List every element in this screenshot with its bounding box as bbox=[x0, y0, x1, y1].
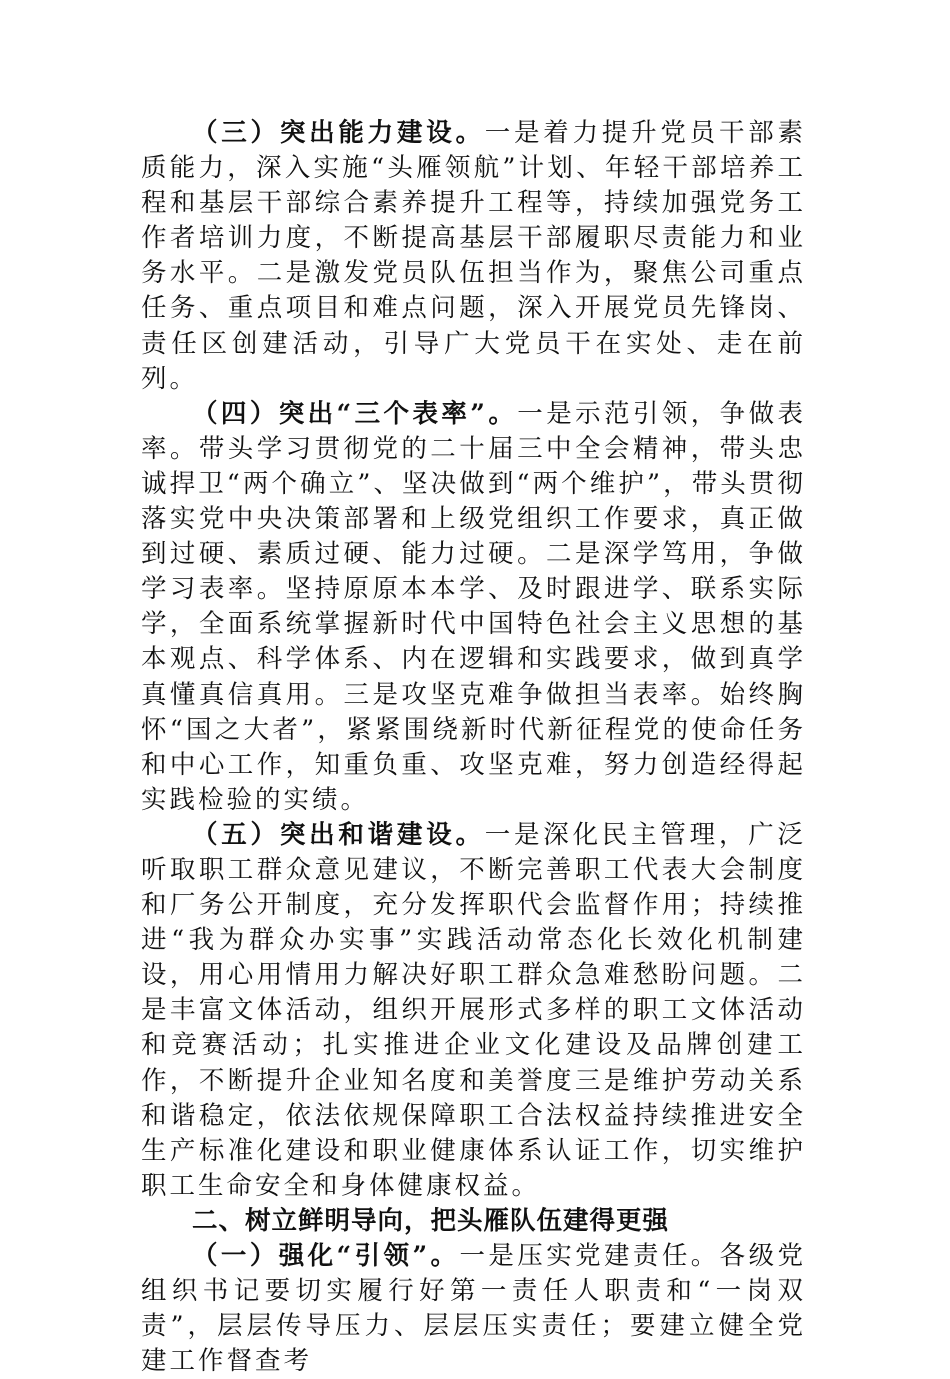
paragraph-text: 一是压实党建责任。各级党组织书记要切实履行好第一责任人职责和“一岗双责”，层层传导压力、层层压实责任；要建立健全党建工作督查考 bbox=[141, 1241, 806, 1377]
paragraph-lead: （四）突出“三个表率”。 bbox=[192, 398, 518, 429]
paragraph-three-exemplars bbox=[141, 397, 806, 818]
paragraph-text: 一是着力提升党员干部素质能力，深入实施“头雁领航”计划、年轻干部培养工程和基层干部综合素养提升工程等，持续加强党务工作者培训力度，不断提高基层干部履职尽责能力和业务水平。二是激发党员队伍担当作为，聚焦公司重点任务、重点项目和难点问题，深入开展党员先锋岗、责任区创建活动，引导广大党员干在实处、走在前列。 bbox=[141, 118, 806, 394]
paragraph-text: 一是深化民主管理，广泛听取职工群众意见建议，不断完善职工代表大会制度和厂务公开制度，充分发挥职代会监督作用；持续推进“我为群众办实事”实践活动常态化长效化机制建设，用心用情用力解决好职工群众急难愁盼问题。二是丰富文体活动，组织开展形式多样的职工文体活动和竞赛活动；扎实推进企业文化建设及品牌创建工作，不断提升企业知名度和美誉度三是维护劳动关系和谐稳定，依法依规保障职工合法权益持续推进安全生产标准化建设和职业健康体系认证工作，切实维护职工生命安全和身体健康权益。 bbox=[141, 819, 806, 1201]
paragraph-lead: （一）强化“引领”。 bbox=[192, 1241, 460, 1271]
paragraph-strengthen-leading bbox=[141, 1239, 806, 1379]
paragraph-text: 一是示范引领，争做表率。带头学习贯彻党的二十届三中全会精神，带头忠诚捍卫“两个确立”、坚决做到“两个维护”，带头贯彻落实党中央决策部署和上级党组织工作要求，真正做到过硬、素质过硬、能力过硬。二是深学笃用，争做学习表率。坚持原原本本学、及时跟进学、联系实际学，全面系统掌握新时代中国特色社会主义思想的基本观点、科学体系、内在逻辑和实践要求，做到真学真懂真信真用。三是攻坚克难争做担当表率。始终胸怀“国之大者”，紧紧围绕新时代新征程党的使命任务和中心工作，知重负重、攻坚克难，努力创造经得起实践检验的实绩。 bbox=[141, 398, 806, 815]
section-heading: 二、树立鲜明导向，把头雁队伍建得更强 bbox=[192, 1205, 670, 1236]
paragraph-lead: （三）突出能力建设。 bbox=[192, 118, 485, 148]
paragraph-harmony-building bbox=[141, 818, 806, 1204]
document-body bbox=[141, 116, 806, 1379]
paragraph-ability-building bbox=[141, 116, 806, 397]
paragraph-lead: （五）突出和谐建设。 bbox=[192, 819, 485, 850]
